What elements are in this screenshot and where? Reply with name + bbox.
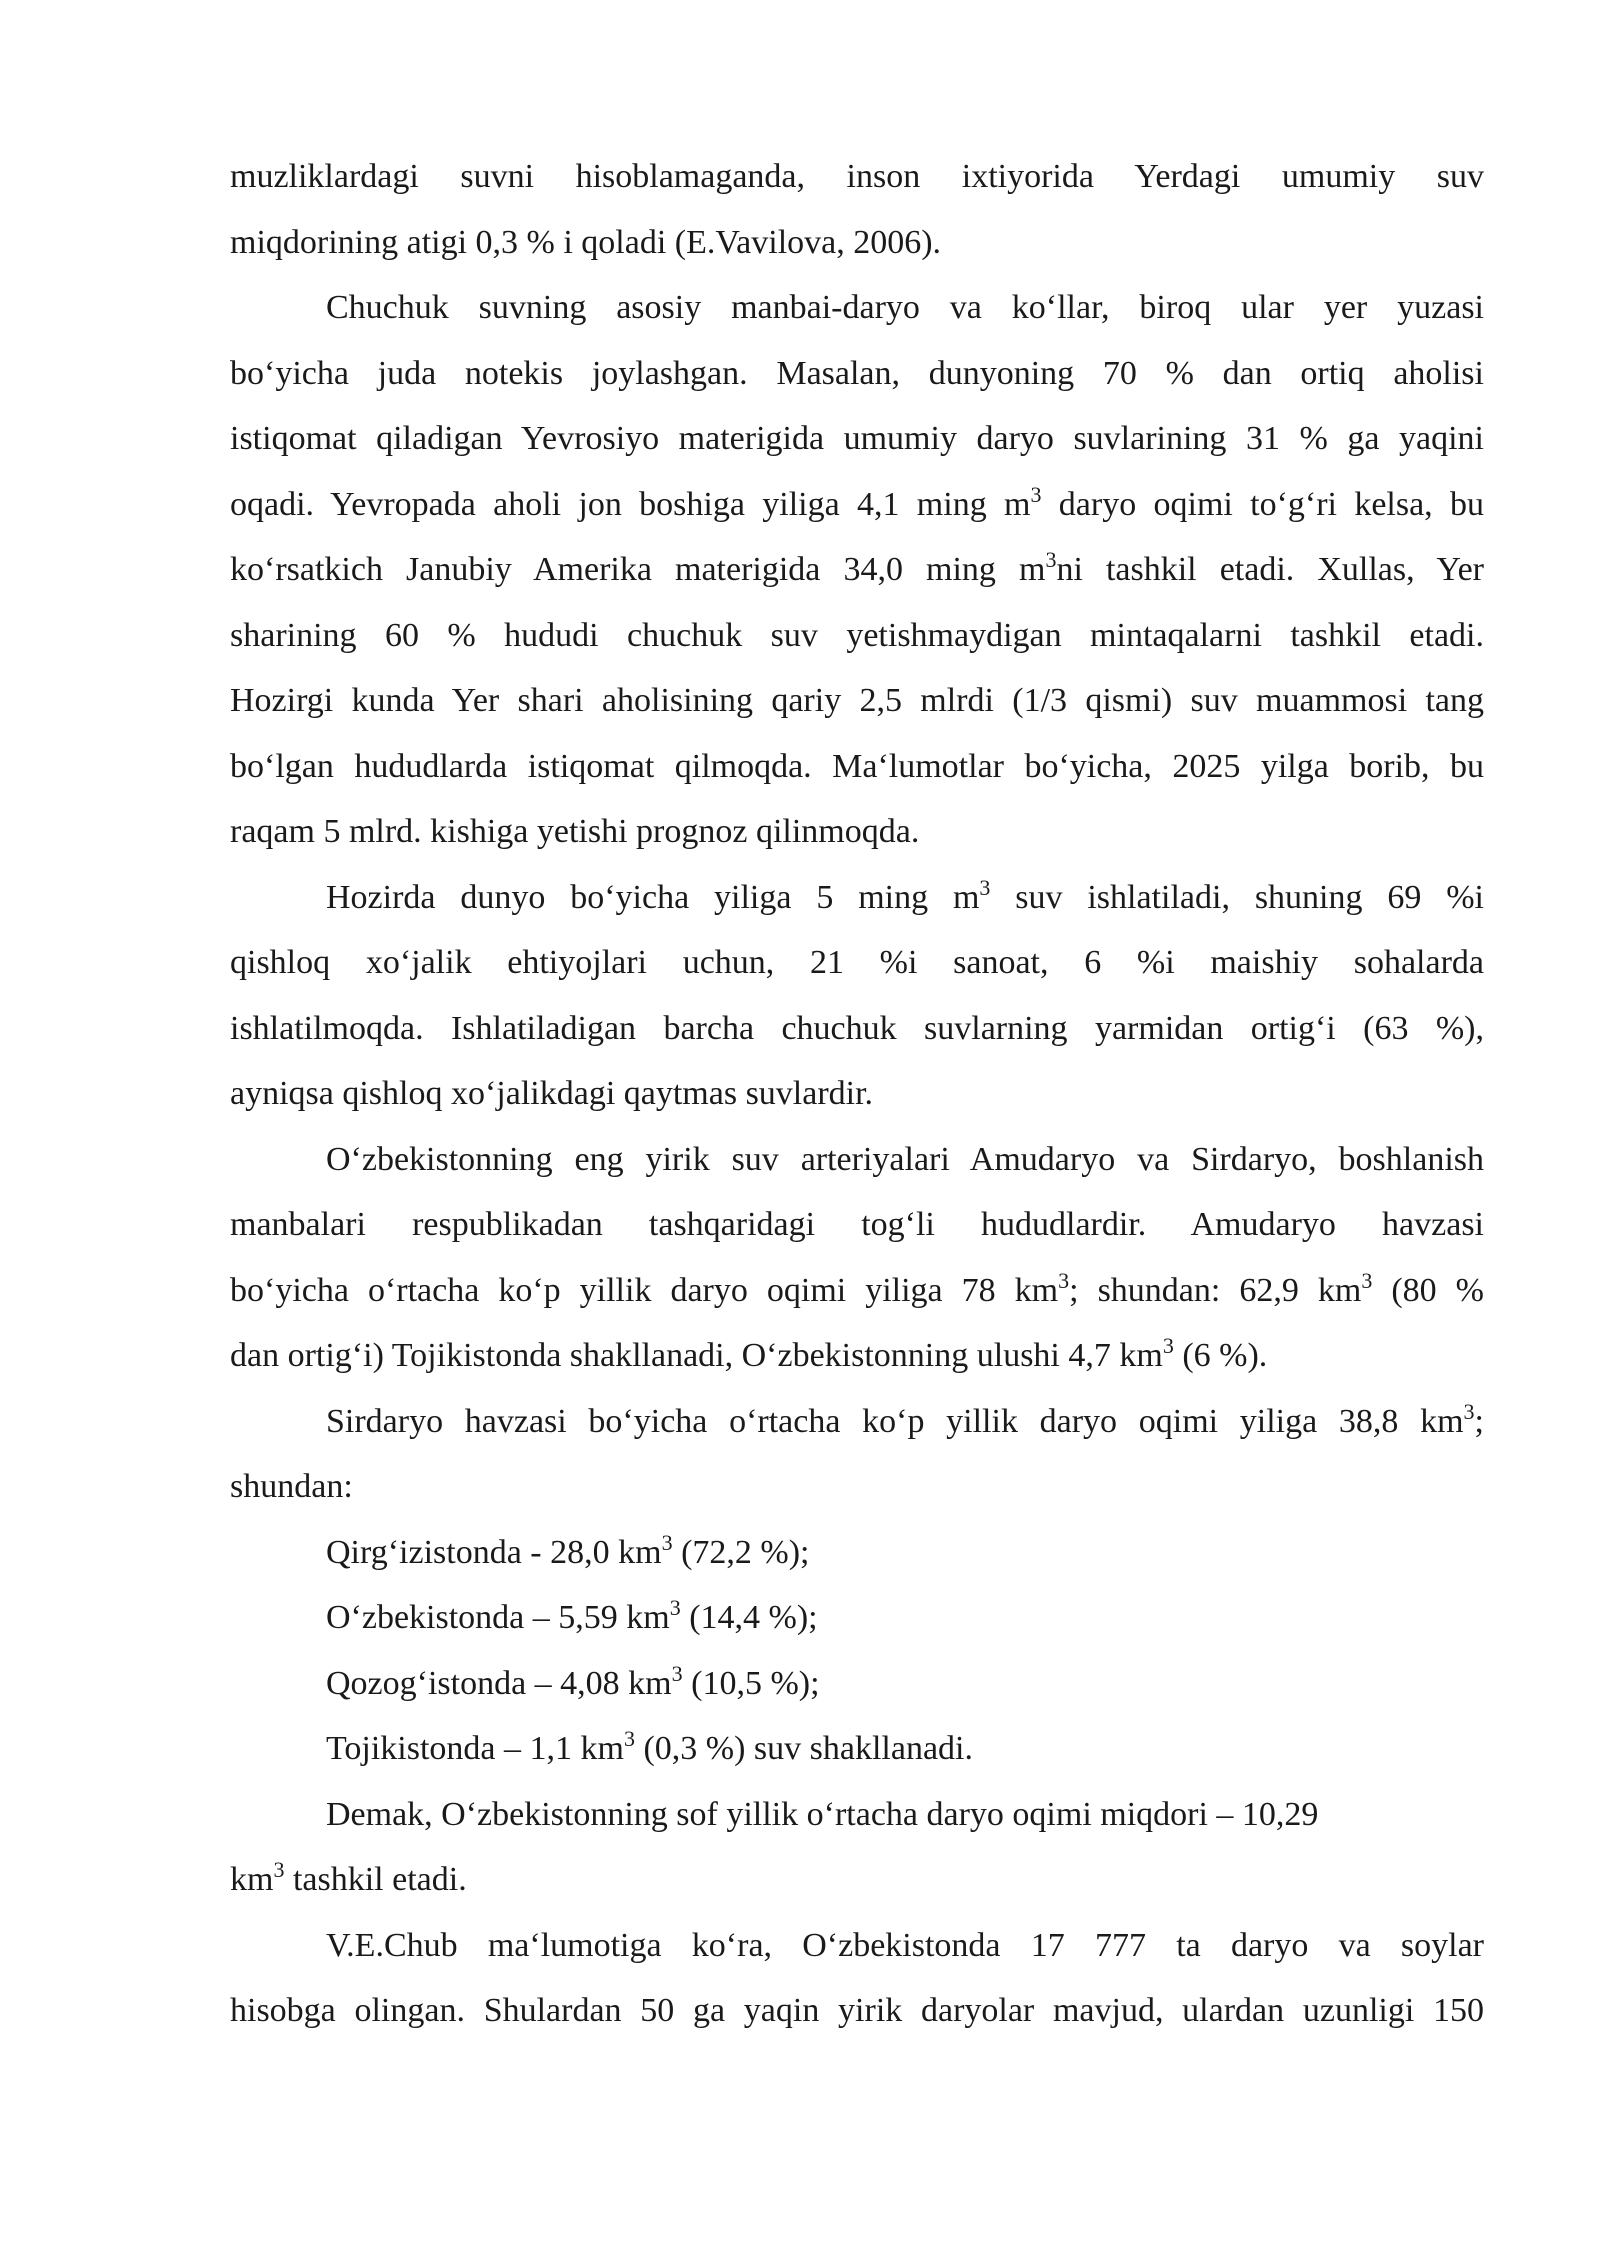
text-segment: (0,3 %) suv shakllanadi. — [634, 1730, 973, 1767]
text-line: Hozirgi kunda Yer shari aholisining qariy 2,5 mlrdi (1/3 qismi) suv muammosi tang — [230, 682, 1484, 719]
superscript: 3 — [1162, 1333, 1174, 1358]
text-line: manbalari respublikadan tashqaridagi tog‘li hududlardir. Amudaryo havzasi — [230, 1206, 1484, 1243]
text-line: raqam 5 mlrd. kishiga yetishi prognoz qilinmoqda. — [230, 813, 920, 850]
text-segment: daryo oqimi to‘g‘ri kelsa, bu — [1041, 485, 1484, 523]
text-line: sharining 60 % hududi chuchuk suv yetishmaydigan mintaqalarni tashkil etadi. — [230, 616, 1484, 654]
text-segment: Qozog‘istonda – 4,08 km — [326, 1664, 672, 1702]
text-segment: tashkil etadi. — [284, 1861, 467, 1898]
superscript: 3 — [623, 1726, 635, 1751]
list-item — [230, 1722, 1484, 1788]
text-segment: O‘zbekistonda – 5,59 km — [326, 1599, 670, 1636]
text-segment: Hozirda dunyo bo‘yicha yiliga 5 ming m — [326, 878, 980, 916]
list-item — [230, 1657, 1484, 1723]
superscript: 3 — [979, 874, 991, 900]
superscript: 3 — [1030, 481, 1042, 507]
text-line — [230, 871, 1484, 937]
superscript: 3 — [1045, 547, 1057, 572]
text-line: bo‘lgan hududlarda istiqomat qilmoqda. Ma‘lumotlar bo‘yicha, 2025 yilga borib, bu — [230, 747, 1484, 785]
text-segment: Sirdaryo havzasi bo‘yicha o‘rtacha ko‘p yillik daryo oqimi yiliga 38,8 km — [326, 1402, 1464, 1440]
text-line: ayniqsa qishloq xo‘jalikdagi qaytmas suvlardir. — [230, 1075, 874, 1112]
text-segment: (10,5 %); — [682, 1664, 820, 1702]
text-line: qishloq xo‘jalik ehtiyojlari uchun, 21 %i sanoat, 6 %i maishiy sohalarda — [230, 944, 1484, 981]
text-line — [230, 1395, 1484, 1461]
list-item — [230, 1591, 1484, 1657]
text-line: bo‘yicha juda notekis joylashgan. Masalan, dunyoning 70 % dan ortiq aholisi — [230, 354, 1484, 392]
text-line — [230, 1329, 1484, 1395]
superscript: 3 — [661, 1529, 673, 1555]
text-segment: km — [230, 1861, 274, 1898]
superscript: 3 — [1058, 1267, 1070, 1293]
text-line — [230, 1853, 1484, 1919]
body-text — [230, 150, 1484, 2050]
text-line: ishlatilmoqda. Ishlatiladigan barcha chuchuk suvlarning yarmidan ortig‘i (63 %), — [230, 1009, 1484, 1047]
superscript: 3 — [1463, 1398, 1475, 1424]
text-line — [230, 1264, 1484, 1330]
superscript: 3 — [671, 1660, 683, 1686]
text-line: V.E.Chub ma‘lumotiga ko‘ra, O‘zbekistonda 17 777 ta daryo va soylar — [326, 1926, 1484, 1964]
text-segment: Qirg‘izistonda - 28,0 km — [326, 1533, 662, 1571]
list-item — [230, 1526, 1484, 1592]
text-segment: oqadi. Yevropada aholi jon boshiga yiliga 4,1 ming m — [230, 485, 1031, 523]
text-segment: Tojikistonda – 1,1 km — [326, 1730, 624, 1767]
text-line — [230, 478, 1484, 544]
text-segment: (6 %). — [1173, 1337, 1268, 1374]
text-line: Chuchuk suvning asosiy manbai-daryo va ko‘llar, biroq ular yer yuzasi — [326, 289, 1484, 326]
text-segment: suv ishlatiladi, shuning 69 %i — [990, 878, 1484, 916]
text-segment: ; — [1474, 1402, 1484, 1440]
text-segment: dan ortig‘i) Tojikistonda shakllanadi, O‘zbekistonning ulushi 4,7 km — [230, 1337, 1163, 1374]
text-segment: ko‘rsatkich Janubiy Amerika materigida 34,0 ming m — [230, 551, 1046, 588]
text-segment: (14,4 %); — [680, 1599, 818, 1636]
text-line: O‘zbekistonning eng yirik suv arteriyalari Amudaryo va Sirdaryo, boshlanish — [326, 1140, 1484, 1178]
superscript: 3 — [1361, 1267, 1373, 1293]
text-line: muzliklardagi suvni hisoblamaganda, inson ixtiyorida Yerdagi umumiy suv — [230, 158, 1484, 195]
text-line: miqdorining atigi 0,3 % i qoladi (E.Vavilova, 2006). — [230, 223, 942, 261]
superscript: 3 — [669, 1595, 681, 1620]
text-line: hisobga olingan. Shulardan 50 ga yaqin yirik daryolar mavjud, ulardan uzunligi 150 — [230, 1992, 1484, 2029]
text-segment: ni tashkil etadi. Xullas, Yer — [1056, 551, 1484, 588]
text-line: shundan: — [230, 1468, 353, 1505]
text-segment: (72,2 %); — [672, 1533, 810, 1571]
text-segment: ; shundan: 62,9 km — [1069, 1271, 1362, 1309]
text-line: Demak, O‘zbekistonning sof yillik o‘rtacha daryo oqimi miqdori – 10,29 — [326, 1795, 1319, 1833]
text-segment: (80 % — [1372, 1271, 1484, 1309]
text-line — [230, 543, 1484, 609]
text-line: istiqomat qiladigan Yevrosiyo materigida umumiy daryo suvlarining 31 % ga yaqini — [230, 420, 1484, 457]
text-segment: bo‘yicha o‘rtacha ko‘p yillik daryo oqimi yiliga 78 km — [230, 1271, 1059, 1309]
superscript: 3 — [273, 1857, 285, 1882]
